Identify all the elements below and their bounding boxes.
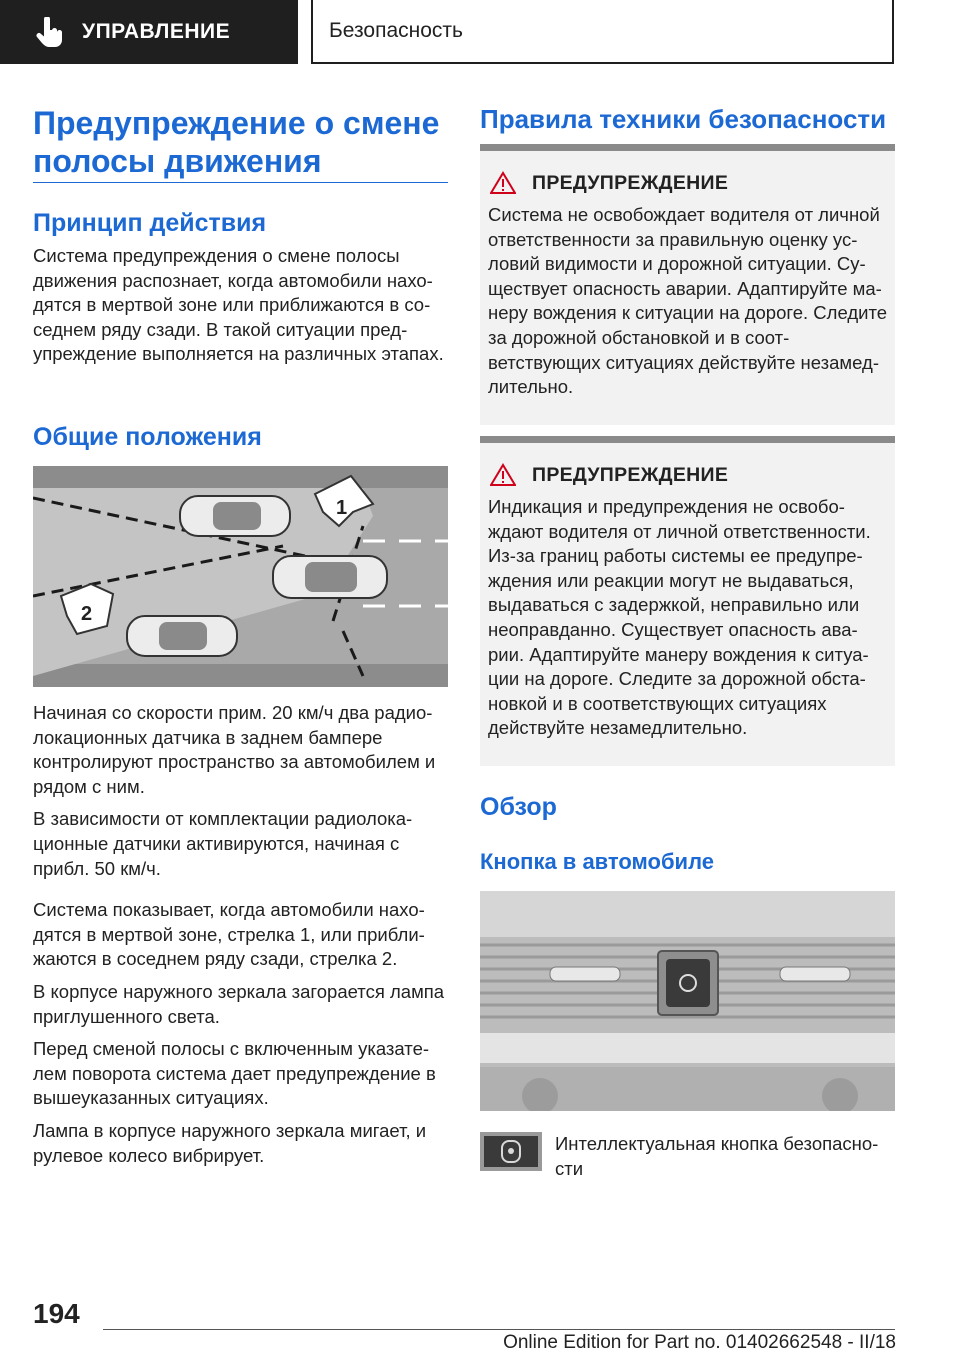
general-heading: Общие положения: [33, 423, 262, 451]
overview-heading: Обзор: [480, 793, 557, 821]
safety-button-icon: [480, 1132, 542, 1171]
header-chapter-label: Безопасность: [329, 19, 463, 42]
dashboard-button-photo: [480, 891, 895, 1111]
footer-rule: [103, 1329, 895, 1330]
button-heading: Кнопка в автомобиле: [480, 849, 714, 874]
header-section-tab: [0, 0, 298, 64]
paragraph-indicator: Перед сменой полосы с включенным указате-лем поворота система дает предупреждение в вышеуказанных ситуациях.: [33, 1038, 436, 1109]
car-blindspot: [180, 496, 290, 536]
paragraph-mirror-lamp: В корпусе наружного зеркала загорается лампа приглушенного света.: [33, 980, 445, 1027]
paragraph-activation: В зависимости от комплектации радиолока-ционные датчики активируются, начиная с прибл. 50 км/ч.: [33, 808, 413, 879]
page-title: Предупреждение о смене полосы движения: [33, 105, 440, 179]
warning-triangle-icon: [490, 171, 516, 195]
arrow-2-label: 2: [81, 603, 93, 625]
car-approaching: [127, 616, 237, 656]
principle-text: Система предупреждения о смене полосы движения распознает, когда автомобили нахо-дятся в мертвой зоне или приближаются в со-седнем ряду сзади. В такой ситуации пред-упреждение выполняется на различных этапах.: [33, 245, 444, 365]
button-caption: Интеллектуальная кнопка безопасно-сти: [555, 1133, 879, 1179]
hand-pointer-icon: [36, 17, 62, 47]
warning-box-1: [480, 144, 895, 425]
arrow-1-label: 1: [336, 497, 348, 519]
page-number: 194: [33, 1298, 80, 1329]
title-underline: [33, 182, 448, 183]
car-own: [273, 556, 387, 598]
warning-triangle-icon: [490, 463, 516, 487]
lane-diagram-svg: [33, 466, 448, 687]
warning-label: ПРЕДУПРЕЖДЕНИЕ: [532, 463, 729, 486]
footer-edition: Online Edition for Part no. 01402662548 - II/18: [503, 1332, 896, 1353]
principle-heading: Принцип действия: [33, 209, 267, 237]
warning-bar: [480, 144, 895, 151]
header-chapter-box: [311, 0, 894, 64]
lane-change-diagram: [33, 466, 448, 687]
warning-text: Система не освобождает водителя от личной ответственности за правильную оценку ус-ловий видимости и дорожной ситуации. Су-ществует опасность аварии. Адаптируйте ма-неру вождения к ситуации на дороге. Следите за дорожной обстановкой и в соот-ветствующих ситуациях действуйте незамед-лительно.: [488, 204, 888, 398]
paragraph-sensors: Начиная со скорости прим. 20 км/ч два радио-локационных датчика в заднем бампере контролируют пространство за автомобилем и рядом с ним.: [33, 702, 436, 797]
safety-title: Правила техники безопасности: [480, 104, 887, 134]
dashboard-photo-svg: [480, 891, 895, 1111]
warning-text: Индикация и предупреждения не освобо-ждают водителя от личной ответственности. Из-за границ работы системы ее предупре-ждения или реакции могут не выдаваться, выдаваться с задержкой, неправильно или неоправданно. Существует опасность ава-рии. Адаптируйте манеру вождения к ситуа-ции на дороге. Следите за дорожной обста-новкой и в соответствующих ситуациях действуйте незамедлительно.: [488, 496, 871, 739]
header-section-label: УПРАВЛЕНИЕ: [82, 20, 231, 43]
warning-bar: [480, 436, 895, 443]
warning-box-2: [480, 436, 895, 766]
paragraph-display: Система показывает, когда автомобили нахо-дятся в мертвой зоне, стрелка 1, или прибли-жаются в соседнем ряду сзади, стрелка 2.: [33, 899, 425, 970]
paragraph-vibration: Лампа в корпусе наружного зеркала мигает, и рулевое колесо вибрирует.: [33, 1119, 427, 1166]
warning-label: ПРЕДУПРЕЖДЕНИЕ: [532, 171, 729, 194]
